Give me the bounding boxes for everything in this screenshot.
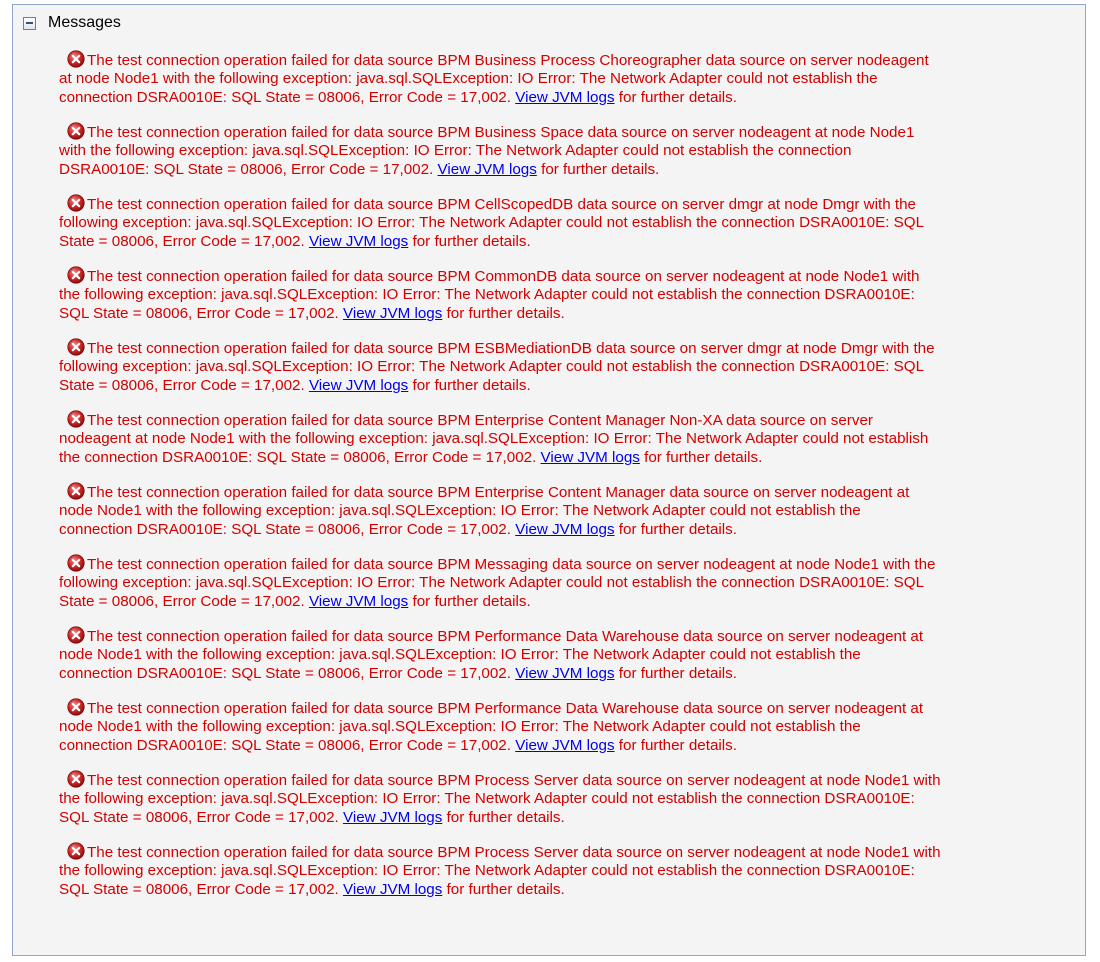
view-jvm-logs-link[interactable]: View JVM logs: [308, 377, 409, 394]
error-icon: [67, 770, 85, 788]
message-line: node Node1 with the following exception: java.sql.SQLException: IO Error: The Network Adapter could not establish the: [59, 646, 861, 663]
message-tail: for further details.: [412, 377, 531, 394]
error-message: [59, 698, 1083, 755]
collapse-minus-icon[interactable]: [23, 17, 36, 30]
error-icon: [67, 626, 85, 644]
error-icon: [67, 698, 85, 716]
error-message: [59, 770, 1083, 827]
messages-panel: [12, 4, 1086, 956]
message-tail: for further details.: [446, 809, 565, 826]
error-message: [59, 842, 1083, 899]
message-tail: for further details.: [541, 161, 660, 178]
message-tail: for further details.: [618, 665, 737, 682]
message-line: the connection DSRA0010E: SQL State = 08006, Error Code = 17,002.: [59, 449, 537, 466]
view-jvm-logs-link[interactable]: View JVM logs: [342, 305, 443, 322]
error-message: [59, 194, 1083, 251]
message-line: The test connection operation failed for data source BPM CellScopedDB data source on server dmgr at node Dmgr with the: [87, 196, 917, 213]
message-line: connection DSRA0010E: SQL State = 08006, Error Code = 17,002.: [59, 89, 511, 106]
message-line: SQL State = 08006, Error Code = 17,002.: [59, 305, 339, 322]
view-jvm-logs-link[interactable]: View JVM logs: [515, 521, 615, 538]
message-line: with the following exception: java.sql.SQLException: IO Error: The Network Adapter could not establish the connection: [59, 142, 852, 159]
message-line: State = 08006, Error Code = 17,002.: [59, 377, 305, 394]
message-line: State = 08006, Error Code = 17,002.: [59, 593, 305, 610]
message-line: The test connection operation failed for data source BPM Business Space data source on server nodeagent at node Node1: [87, 124, 915, 141]
panel-title: Messages: [48, 14, 121, 31]
message-line: The test connection operation failed for data source BPM Process Server data source on server nodeagent at node Node1 with: [87, 772, 941, 789]
error-message: [59, 338, 1083, 395]
message-tail: for further details.: [644, 449, 763, 466]
message-line: connection DSRA0010E: SQL State = 08006, Error Code = 17,002.: [59, 521, 511, 538]
message-line: at node Node1 with the following exception: java.sql.SQLException: IO Error: The Network Adapter could not establish the: [59, 70, 878, 87]
error-icon: [67, 338, 85, 356]
error-icon: [67, 266, 85, 284]
message-tail: for further details.: [412, 233, 531, 250]
error-message: [59, 122, 1083, 179]
error-message: [59, 266, 1083, 323]
messages-panel-header: [23, 13, 121, 33]
error-icon: [67, 554, 85, 572]
message-line: The test connection operation failed for data source BPM Performance Data Warehouse data source on server nodeagent at: [87, 628, 924, 645]
error-message: [59, 626, 1083, 683]
view-jvm-logs-link[interactable]: View JVM logs: [342, 809, 443, 826]
message-line: node Node1 with the following exception: java.sql.SQLException: IO Error: The Network Adapter could not establish the: [59, 718, 861, 735]
error-message: [59, 50, 1083, 107]
message-tail: for further details.: [618, 521, 737, 538]
message-line: SQL State = 08006, Error Code = 17,002.: [59, 809, 339, 826]
error-icon: [67, 122, 85, 140]
message-tail: for further details.: [446, 881, 565, 898]
view-jvm-logs-link[interactable]: View JVM logs: [515, 665, 615, 682]
view-jvm-logs-link[interactable]: View JVM logs: [515, 737, 615, 754]
message-line: DSRA0010E: SQL State = 08006, Error Code = 17,002.: [59, 161, 434, 178]
view-jvm-logs-link[interactable]: View JVM logs: [540, 449, 640, 466]
message-line: The test connection operation failed for data source BPM Enterprise Content Manager data source on server nodeagent at: [87, 484, 910, 501]
message-list: [59, 50, 1083, 914]
message-line: The test connection operation failed for data source BPM Business Process Choreographer data source on server nodeagent: [87, 52, 929, 69]
message-tail: for further details.: [446, 305, 565, 322]
message-line: following exception: java.sql.SQLException: IO Error: The Network Adapter could not establish the connection DSRA0010E: SQL: [59, 358, 925, 375]
message-line: The test connection operation failed for data source BPM Enterprise Content Manager Non-XA data source on server: [87, 412, 873, 429]
view-jvm-logs-link[interactable]: View JVM logs: [515, 89, 615, 106]
message-line: State = 08006, Error Code = 17,002.: [59, 233, 305, 250]
error-message: [59, 554, 1083, 611]
view-jvm-logs-link[interactable]: View JVM logs: [342, 881, 443, 898]
error-icon: [67, 842, 85, 860]
error-message: [59, 482, 1083, 539]
message-line: following exception: java.sql.SQLException: IO Error: The Network Adapter could not establish the connection DSRA0010E: SQL: [59, 214, 925, 231]
message-line: node Node1 with the following exception: java.sql.SQLException: IO Error: The Network Adapter could not establish the: [59, 502, 861, 519]
message-line: The test connection operation failed for data source BPM Process Server data source on server nodeagent at node Node1 with: [87, 844, 941, 861]
message-line: the following exception: java.sql.SQLException: IO Error: The Network Adapter could not establish the connection DSRA0010E:: [59, 286, 915, 303]
message-line: The test connection operation failed for data source BPM CommonDB data source on server nodeagent at node Node1 with: [87, 268, 920, 285]
message-tail: for further details.: [618, 89, 737, 106]
message-line: The test connection operation failed for data source BPM Messaging data source on server nodeagent at node Node1 with the: [87, 556, 936, 573]
message-line: connection DSRA0010E: SQL State = 08006, Error Code = 17,002.: [59, 737, 511, 754]
message-line: connection DSRA0010E: SQL State = 08006, Error Code = 17,002.: [59, 665, 511, 682]
error-icon: [67, 194, 85, 212]
view-jvm-logs-link[interactable]: View JVM logs: [308, 593, 409, 610]
view-jvm-logs-link[interactable]: View JVM logs: [437, 161, 537, 178]
error-message: [59, 410, 1083, 467]
view-jvm-logs-link[interactable]: View JVM logs: [308, 233, 409, 250]
error-icon: [67, 482, 85, 500]
error-icon: [67, 410, 85, 428]
message-line: nodeagent at node Node1 with the following exception: java.sql.SQLException: IO Error: The Network Adapter could not establish: [59, 430, 929, 447]
message-line: The test connection operation failed for data source BPM ESBMediationDB data source on server dmgr at node Dmgr with the: [87, 340, 935, 357]
message-line: the following exception: java.sql.SQLException: IO Error: The Network Adapter could not establish the connection DSRA0010E:: [59, 862, 915, 879]
error-icon: [67, 50, 85, 68]
message-line: SQL State = 08006, Error Code = 17,002.: [59, 881, 339, 898]
message-line: following exception: java.sql.SQLException: IO Error: The Network Adapter could not establish the connection DSRA0010E: SQL: [59, 574, 925, 591]
message-tail: for further details.: [412, 593, 531, 610]
message-tail: for further details.: [618, 737, 737, 754]
message-line: The test connection operation failed for data source BPM Performance Data Warehouse data source on server nodeagent at: [87, 700, 924, 717]
message-line: the following exception: java.sql.SQLException: IO Error: The Network Adapter could not establish the connection DSRA0010E:: [59, 790, 915, 807]
